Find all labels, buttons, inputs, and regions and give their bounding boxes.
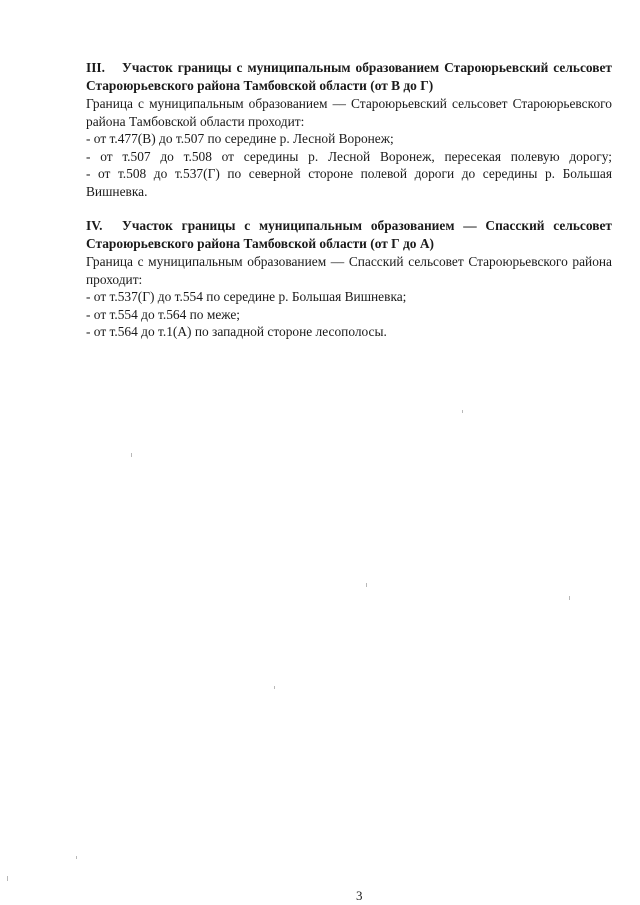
section-heading: [86, 217, 612, 253]
list-item: - от т.507 до т.508 от середины р. Лесной Воронеж, пересекая полевую дорогу;: [86, 148, 612, 164]
list-item: - от т.537(Г) до т.554 по середине р. Большая Вишневка;: [86, 289, 407, 305]
scan-speck: [7, 876, 8, 881]
section-heading: [86, 59, 612, 95]
section-title: Участок границы с муниципальным образованием — Спасский сельсовет Староюрьевского района Тамбовской области (от Г до А): [86, 218, 612, 251]
boundary-list: [86, 130, 612, 200]
list-item: - от т.508 до т.537(Г) по северной стороне полевой дороги до середины р. Большая Вишневка.: [86, 166, 612, 199]
section-intro: Граница с муниципальным образованием –– Спасский сельсовет Староюрьевского района проходит:: [86, 254, 612, 287]
scan-speck: [76, 856, 77, 859]
list-item: - от т.564 до т.1(А) по западной стороне лесополосы.: [86, 324, 387, 340]
section-intro: Граница с муниципальным образованием –– Староюрьевский сельсовет Староюрьевского района Тамбовской области проходит:: [86, 96, 612, 129]
list-item: - от т.477(В) до т.507 по середине р. Лесной Воронеж;: [86, 131, 394, 147]
page-number: 3: [356, 888, 363, 903]
section-number: III.: [86, 60, 105, 75]
scan-speck: [462, 410, 463, 413]
scan-speck: [131, 453, 132, 457]
scan-speck: [274, 686, 275, 689]
scan-speck: [366, 583, 367, 587]
list-item: - от т.554 до т.564 по меже;: [86, 306, 240, 322]
section-number: IV.: [86, 218, 103, 233]
boundary-list: [86, 288, 612, 341]
section-iv: [86, 217, 612, 341]
section-iii: [86, 59, 612, 201]
section-title: Участок границы с муниципальным образованием Староюрьевский сельсовет Староюрьевского района Тамбовской области (от В до Г): [86, 60, 612, 93]
scan-speck: [569, 596, 570, 600]
